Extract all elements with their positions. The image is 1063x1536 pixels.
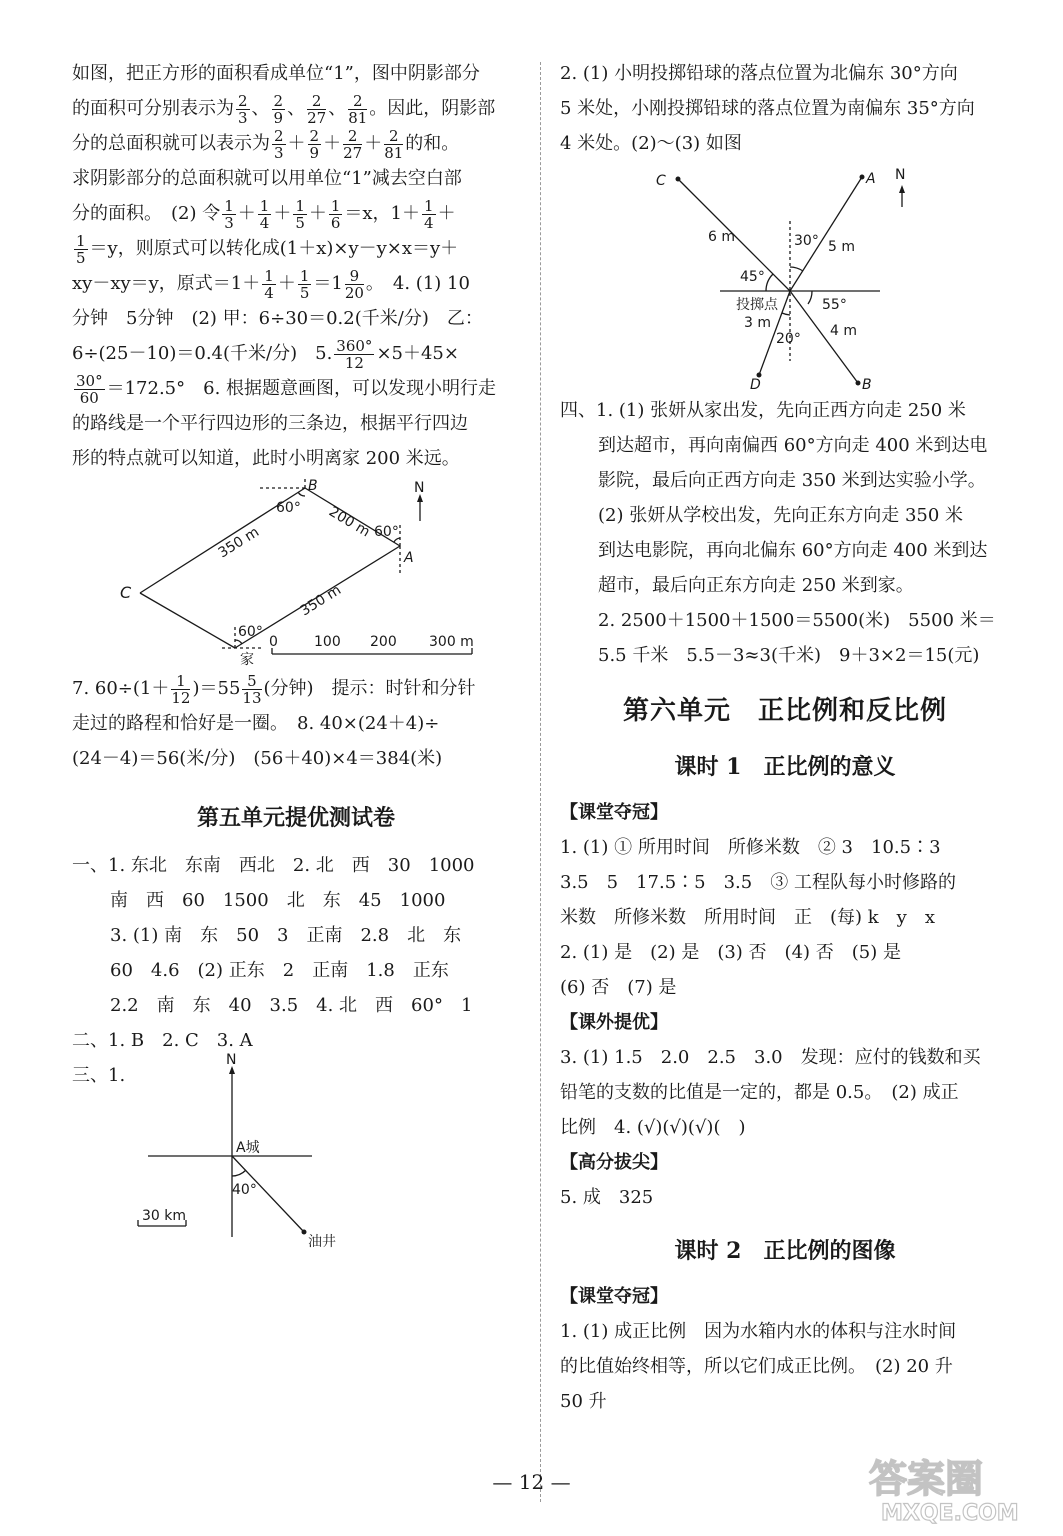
label-a: A: [866, 171, 876, 187]
throw-diagram: [560, 161, 1010, 393]
dist-3m: 3 m: [744, 315, 771, 331]
column-divider: [540, 62, 541, 1502]
lesson-title: 课时 2 正比例的图像: [674, 1238, 896, 1264]
text-line: 米数 所修米数 所用时间 正 (每) k y x: [560, 907, 935, 928]
text-line: 5.5 千米 5.5－3≈3(千米) 9＋3×2＝15(元): [598, 645, 980, 666]
text-line: 一、1. 东北 东南 西北 2. 北 西 30 1000: [72, 855, 475, 876]
unit-title: 第六单元 正比例和反比例: [622, 696, 947, 726]
text-line: 铅笔的支数的比值是一定的，都是 0.5。 (2) 成正: [560, 1082, 959, 1103]
fraction: $\frac{2}{81}$: [348, 91, 368, 127]
text-line: 三、1.: [72, 1065, 126, 1086]
text-line: 分钟 5分钟 (2) 甲：6÷30＝0.2(千米/分) 乙：: [72, 308, 483, 329]
dist-cb: 350 m: [215, 524, 263, 562]
text-line: 的面积可分别表示为 $\frac{2}{3}$ 、 $\frac{2}{9}$ 、 $\frac{2}{27}$ 、 $\frac{2}{81}$ 。因此，阴影部: [72, 91, 496, 127]
text-line: 50 升: [560, 1391, 607, 1412]
text-line: 二、1. B 2. C 3. A: [72, 1030, 253, 1051]
label-a: A: [404, 550, 414, 566]
label-b: B: [308, 478, 318, 494]
parallelogram-diagram: [72, 476, 520, 671]
text-line: 走过的路程和恰好是一圈。 8. 40×(24＋4)÷: [72, 713, 440, 734]
dist-ba: 200 m: [325, 503, 373, 541]
fraction: $\frac{2}{27}$: [343, 126, 363, 162]
angle-20: 20°: [776, 331, 801, 347]
text-line: 到达超市，再向南偏西 60°方向走 400 米到达电: [598, 435, 988, 456]
fraction: $\frac{2}{9}$: [309, 126, 320, 162]
watermark-bottom: MXQE.COM: [881, 1501, 1019, 1526]
fraction: $\frac{1}{4}$: [264, 266, 274, 302]
angle-30: 30°: [794, 233, 819, 249]
text-line: 5. 成 325: [560, 1187, 654, 1208]
fraction: $\frac{1}{4}$: [259, 196, 270, 232]
text-line: 形的特点就可以知道，此时小明离家 200 米远。: [72, 448, 460, 469]
fraction: $\frac{1}{5}$: [76, 231, 86, 267]
fraction: $\frac{30^\circ}{60}$: [76, 371, 103, 407]
fraction: $\frac{2}{27}$: [307, 91, 327, 127]
text-line: (6) 否 (7) 是: [560, 977, 677, 998]
label-city: A城: [236, 1140, 260, 1156]
dist-home-a: 350 m: [297, 582, 345, 620]
text-line: 2.2 南 东 40 3.5 4. 北 西 60° 1: [110, 995, 473, 1016]
angle-45: 45°: [740, 269, 765, 285]
text-line: 3. (1) 1.5 2.0 2.5 3.0 发现：应付的钱数和买: [560, 1047, 981, 1068]
text-line: 2. 2500＋1500＋1500＝5500(米) 5500 米＝: [598, 610, 996, 631]
text-line: (2) 张妍从学校出发，先向正东方向走 350 米: [598, 505, 964, 526]
dist-6m: 6 m: [708, 229, 735, 245]
watermark-top: 答案圈: [869, 1457, 984, 1501]
text-line: 四、1. (1) 张妍从家出发，先向正西方向走 250 米: [560, 400, 966, 421]
section-heading: 【课堂夺冠】: [560, 802, 668, 823]
label-origin: 投掷点: [736, 297, 778, 313]
text-line: 7. 60÷(1＋ $\frac{1}{12}$ )＝55 $\frac{5}{13}$ (分钟) 提示：时针和分针: [72, 671, 476, 707]
text-line: 2. (1) 小明投掷铅球的落点位置为北偏东 30°方向: [560, 63, 958, 84]
left-column: [72, 56, 520, 1258]
angle-40: 40°: [232, 1182, 257, 1198]
angle-55: 55°: [822, 297, 847, 313]
text-line: 60 4.6 (2) 正东 2 正南 1.8 正东: [110, 960, 449, 981]
fraction: $\frac{360^\circ}{12}$: [336, 336, 373, 372]
section-heading: 【课外提优】: [560, 1012, 668, 1033]
compass-diagram: [132, 1052, 432, 1252]
text-line: xy－xy＝y，原式＝1＋ $\frac{1}{4}$ ＋ $\frac{1}{5}$ ＝1 $\frac{9}{20}$ 。 4. (1) 10: [72, 266, 470, 302]
section-title: 第五单元提优测试卷: [196, 805, 395, 831]
text-line: 分的面积。 (2) 令 $\frac{1}{3}$ ＋ $\frac{1}{4}$ ＋ $\frac{1}{5}$ ＋ $\frac{1}{6}$ ＝x，1＋ $\frac{1}{4}$ ＋: [72, 196, 456, 232]
text-line: 比例 4. (√)(√)(√)( ): [560, 1117, 746, 1138]
label-north: N: [226, 1052, 237, 1068]
text-line: 1. (1) 成正比例 因为水箱内水的体积与注水时间: [560, 1321, 957, 1342]
fraction: $\frac{1}{3}$: [224, 196, 234, 232]
scale-label: 30 km: [142, 1208, 187, 1224]
label-c: C: [656, 173, 666, 189]
right-column: [560, 56, 1010, 1419]
text-line: 到达电影院，再向北偏东 60°方向走 400 米到达: [598, 540, 988, 561]
text-line: 影院，最后向正西方向走 350 米到达实验小学。: [598, 470, 986, 491]
text-line: 求阴影部分的总面积就可以用单位“1”减去空白部: [72, 168, 462, 189]
label-home: 家: [240, 652, 254, 668]
label-oil-well: 油井: [308, 1234, 336, 1250]
angle-a: 60°: [374, 524, 399, 540]
page-number: — 12 —: [492, 1470, 571, 1494]
text-line: 超市，最后向正东方向走 250 米到家。: [598, 575, 914, 596]
scale-100: 100: [314, 634, 341, 650]
text-line: (24－4)＝56(米/分) (56＋40)×4＝384(米): [72, 748, 443, 769]
fraction: $\frac{2}{3}$: [238, 91, 248, 127]
text-line: 4 米处。(2)～(3) 如图: [560, 133, 742, 154]
text-line: $\frac{30^\circ}{60}$ ＝172.5° 6. 根据题意画图，可以发现小明行走: [76, 371, 497, 407]
angle-home: 60°: [238, 624, 263, 640]
fraction: $\frac{9}{20}$: [344, 266, 364, 302]
dist-5m: 5 m: [828, 239, 855, 255]
text-line: $\frac{1}{5}$ ＝y，则原式可以转化成(1＋x)×y－y×x＝y＋: [76, 231, 459, 267]
text-line: 1. (1) ① 所用时间 所修米数 ② 3 10.5∶3: [560, 837, 941, 858]
text-line: 的路线是一个平行四边形的三条边，根据平行四边: [72, 413, 468, 434]
fraction: $\frac{2}{9}$: [273, 91, 284, 127]
fraction: $\frac{1}{6}$: [330, 196, 341, 232]
section-heading: 【高分拔尖】: [560, 1152, 668, 1173]
fraction: $\frac{1}{4}$: [424, 196, 434, 232]
fraction: $\frac{5}{13}$: [242, 671, 262, 707]
scale-200: 200: [370, 634, 397, 650]
label-c: C: [120, 583, 132, 602]
label-d: D: [750, 377, 761, 393]
text-line: 如图，把正方形的面积看成单位“1”，图中阴影部分: [72, 63, 480, 84]
label-b: B: [862, 377, 872, 393]
fraction: $\frac{1}{5}$: [295, 196, 305, 232]
fraction: $\frac{1}{5}$: [299, 266, 310, 302]
text-line: 3.5 5 17.5∶5 3.5 ③ 工程队每小时修路的: [560, 872, 956, 893]
text-line: 6÷(25－10)＝0.4(千米/分) 5. $\frac{360^\circ}{12}$ ×5＋45×: [72, 336, 459, 372]
text-line: 南 西 60 1500 北 东 45 1000: [110, 890, 446, 911]
text-line: 2. (1) 是 (2) 是 (3) 否 (4) 否 (5) 是: [560, 942, 901, 963]
text-line: 分的总面积就可以表示为 $\frac{2}{3}$ ＋ $\frac{2}{9}$ ＋ $\frac{2}{27}$ ＋ $\frac{2}{81}$ 的和。: [72, 126, 460, 162]
angle-b: 60°: [276, 500, 301, 516]
label-north: N: [414, 480, 425, 496]
scale-300: 300 m: [429, 634, 474, 650]
watermark-logo: [859, 1448, 1049, 1526]
fraction: $\frac{1}{12}$: [171, 671, 191, 707]
scale-0: 0: [269, 634, 278, 650]
dist-4m: 4 m: [830, 323, 857, 339]
label-north: N: [895, 167, 906, 183]
fraction: $\frac{2}{81}$: [384, 126, 404, 162]
section-heading: 【课堂夺冠】: [560, 1286, 668, 1307]
text-line: 的比值始终相等，所以它们成正比例。 (2) 20 升: [560, 1356, 953, 1377]
fraction: $\frac{2}{3}$: [274, 126, 284, 162]
lesson-title: 课时 1 正比例的意义: [674, 754, 896, 780]
text-line: 5 米处，小刚投掷铅球的落点位置为南偏东 35°方向: [560, 98, 975, 119]
segment-ch: [140, 593, 235, 648]
text-line: 3. (1) 南 东 50 3 正南 2.8 北 东: [110, 925, 462, 946]
